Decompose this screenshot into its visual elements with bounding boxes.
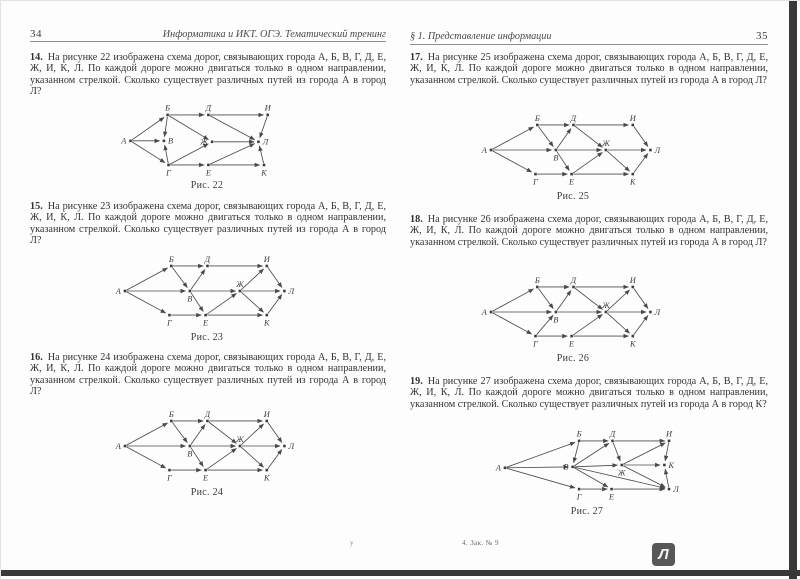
svg-text:Б: Б — [534, 113, 540, 123]
task-text: На рисунке 26 изображена схема дорог, связывающих города А, Б, В, Г, Д, Е, Ж, И, К, Л. По каждой дороге можно двигаться только в одном направлении, указанном стрелкой. Сколько существует различных путей из города А в город Л? — [410, 214, 768, 248]
svg-text:Д: Д — [204, 409, 211, 419]
svg-text:Ж: Ж — [236, 279, 244, 289]
svg-text:Д: Д — [570, 275, 577, 285]
svg-text:Г: Г — [167, 473, 172, 483]
running-title-right: § 1. Представление информации — [410, 31, 552, 42]
scan-edge-top — [0, 0, 800, 1]
signature-mark: у — [350, 539, 354, 547]
svg-text:К: К — [264, 473, 270, 483]
figure-23 — [112, 252, 302, 343]
road-graph-25 — [478, 111, 668, 189]
svg-text:К: К — [264, 318, 270, 328]
task-14 — [30, 52, 386, 98]
imprint-text: 4. Зак. № 9 — [462, 539, 499, 547]
figure-24 — [112, 407, 302, 498]
task-number: 16. — [30, 352, 43, 363]
labirint-watermark — [652, 543, 675, 566]
svg-text:А: А — [481, 307, 487, 317]
svg-text:Г: Г — [166, 168, 171, 178]
svg-text:Д: Д — [570, 113, 577, 123]
figure-27 — [492, 426, 682, 517]
road-graph-27 — [492, 426, 682, 504]
svg-text:И: И — [629, 275, 636, 285]
header-rule-left — [30, 41, 386, 42]
svg-text:К: К — [668, 460, 675, 470]
svg-text:Е: Е — [203, 473, 209, 483]
svg-text:Л: Л — [654, 307, 661, 317]
svg-text:В: В — [168, 136, 174, 146]
svg-text:К: К — [630, 339, 636, 349]
task-19 — [410, 376, 768, 410]
svg-text:А: А — [481, 145, 487, 155]
header-rule-right — [410, 44, 768, 45]
figure-caption-27: Рис. 27 — [570, 506, 604, 517]
svg-text:А: А — [121, 136, 127, 146]
svg-text:В: В — [187, 449, 193, 459]
svg-text:Е: Е — [609, 492, 615, 502]
figure-26 — [478, 273, 668, 364]
figure-caption-25: Рис. 25 — [556, 191, 590, 202]
svg-text:Е: Е — [569, 339, 575, 349]
svg-text:К: К — [261, 168, 267, 178]
svg-text:Б: Б — [534, 275, 540, 285]
svg-text:Е: Е — [205, 168, 211, 178]
svg-text:И: И — [263, 254, 270, 264]
svg-text:Ж: Ж — [200, 137, 208, 147]
road-graph-23 — [112, 252, 302, 330]
task-number: 19. — [410, 376, 423, 387]
svg-text:А: А — [495, 463, 501, 473]
task-18 — [410, 214, 768, 248]
road-graph-22 — [112, 100, 302, 178]
figure-22 — [112, 100, 302, 191]
scan-edge-bottom — [0, 570, 800, 576]
page-number-right: 35 — [756, 30, 768, 42]
svg-text:Б: Б — [165, 103, 171, 113]
page-header-right — [410, 30, 768, 42]
figure-caption-22: Рис. 22 — [190, 180, 224, 191]
task-text: На рисунке 27 изображена схема дорог, связывающих города А, Б, В, Г, Д, Е, Ж, И, К, Л. По каждой дороге можно двигаться только в одном направлении, указанном стрелкой. Сколько существует различных путей из города А в город К? — [410, 376, 768, 410]
svg-text:Б: Б — [168, 409, 174, 419]
task-number: 15. — [30, 201, 43, 212]
svg-text:В: В — [553, 315, 559, 325]
svg-text:Д: Д — [205, 103, 212, 113]
task-15 — [30, 201, 386, 247]
figure-25 — [478, 111, 668, 202]
svg-text:Ж: Ж — [236, 434, 244, 444]
svg-text:К: К — [630, 177, 636, 187]
task-text: На рисунке 24 изображена схема дорог, связывающих города А, Б, В, Г, Д, Е, Ж, И, К, Л. По каждой дороге можно двигаться только в одном направлении, указанном стрелкой. Сколько существует различных путей из города А в город Л? — [30, 352, 386, 398]
task-text: На рисунке 23 изображена схема дорог, связывающих города А, Б, В, Г, Д, Е, Ж, И, К, Л. По каждой дороге можно двигаться только в одном направлении, указанном стрелкой. Сколько существует различных путей из города А в город Л? — [30, 201, 386, 247]
svg-text:Г: Г — [576, 492, 582, 502]
svg-text:В: В — [563, 462, 569, 472]
road-graph-26 — [478, 273, 668, 351]
page-number-left: 34 — [30, 28, 42, 40]
svg-text:Е: Е — [569, 177, 575, 187]
svg-text:Б: Б — [168, 254, 174, 264]
svg-text:И: И — [264, 103, 271, 113]
task-16 — [30, 352, 386, 398]
page-35 — [410, 0, 768, 579]
figure-caption-23: Рис. 23 — [190, 332, 224, 343]
svg-text:А: А — [115, 286, 121, 296]
svg-text:Л: Л — [673, 484, 679, 494]
svg-text:Б: Б — [576, 429, 582, 439]
svg-text:Е: Е — [203, 318, 209, 328]
svg-text:Г: Г — [533, 339, 538, 349]
svg-text:Д: Д — [609, 429, 616, 439]
svg-text:Ж: Ж — [602, 138, 610, 148]
task-text: На рисунке 22 изображена схема дорог, связывающих города А, Б, В, Г, Д, Е, Ж, И, К, Л. По каждой дороге можно двигаться только в одном направлении, указанном стрелкой. Сколько существует различных путей из города А в город Л? — [30, 52, 386, 98]
figure-caption-26: Рис. 26 — [556, 353, 590, 364]
scan-edge-left — [0, 0, 1, 579]
svg-text:Ж: Ж — [602, 300, 610, 310]
svg-text:Ж: Ж — [617, 468, 626, 478]
svg-text:Г: Г — [533, 177, 538, 187]
svg-text:Д: Д — [204, 254, 211, 264]
task-number: 18. — [410, 214, 423, 225]
svg-text:Л: Л — [262, 137, 269, 147]
task-17 — [410, 52, 768, 86]
figure-caption-24: Рис. 24 — [190, 487, 224, 498]
svg-text:В: В — [553, 153, 559, 163]
running-title-left: Информатика и ИКТ. ОГЭ. Тематический тренинг — [162, 29, 386, 40]
svg-text:Л: Л — [288, 286, 295, 296]
svg-text:Л: Л — [288, 441, 295, 451]
svg-text:В: В — [187, 294, 193, 304]
page-header-left — [30, 28, 386, 40]
svg-text:И: И — [263, 409, 270, 419]
task-number: 14. — [30, 52, 43, 63]
task-number: 17. — [410, 52, 423, 63]
watermark-letter-icon: Л — [658, 546, 669, 563]
svg-text:И: И — [666, 429, 673, 439]
scan-edge-right — [789, 0, 797, 579]
svg-text:Г: Г — [167, 318, 172, 328]
road-graph-24 — [112, 407, 302, 485]
svg-text:Л: Л — [654, 145, 661, 155]
svg-text:И: И — [629, 113, 636, 123]
page-34 — [30, 0, 386, 579]
svg-text:А: А — [115, 441, 121, 451]
task-text: На рисунке 25 изображена схема дорог, связывающих города А, Б, В, Г, Д, Е, Ж, И, К, Л. По каждой дороге можно двигаться только в одном направлении, указанном стрелкой. Сколько существует различных путей из города А в город Л? — [410, 52, 768, 86]
